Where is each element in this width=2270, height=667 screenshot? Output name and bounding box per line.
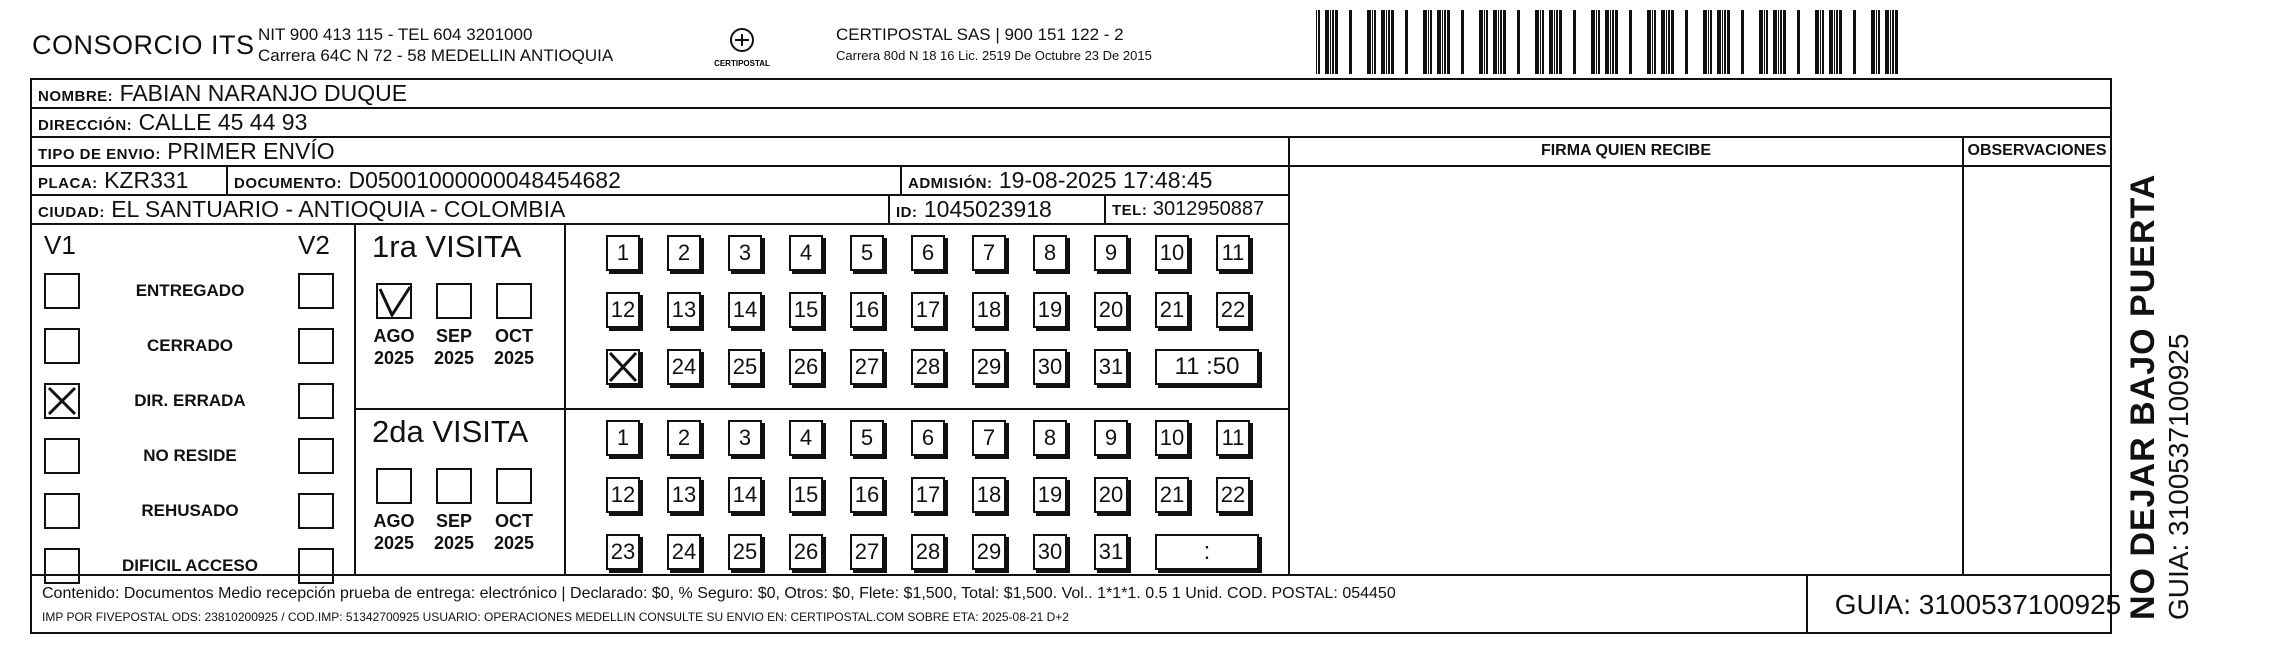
barcode-bar	[1895, 10, 1898, 74]
day-box[interactable]: 30	[1033, 349, 1067, 385]
day-box[interactable]: 9	[1094, 235, 1128, 271]
barcode-bar	[1542, 10, 1544, 74]
month-year: 2025	[433, 348, 475, 368]
day-box[interactable]: 29	[972, 534, 1006, 570]
status-option-label: REHUSADO	[141, 501, 239, 520]
day-box[interactable]: 6	[911, 420, 945, 456]
day-box[interactable]: 1	[606, 420, 640, 456]
v1-checkbox[interactable]	[44, 328, 80, 364]
row-nombre	[32, 80, 2110, 109]
day-box[interactable]: 16	[850, 292, 884, 328]
barcode-bar	[1372, 10, 1373, 74]
day-box[interactable]: 4	[789, 420, 823, 456]
tel-label: TEL:	[1112, 202, 1148, 219]
barcode-bar	[1652, 10, 1653, 74]
barcode-bar	[1437, 10, 1441, 74]
barcode-bar	[1766, 10, 1768, 74]
imp-text: IMP POR FIVEPOSTAL ODS: 23810200925 / COD.IMP: 51342700925 USUARIO: OPERACIONES MEDELLIN CONSULTE SU ENVIO EN: CERTIPOSTAL.COM SOBRE ETA: 2025-08-21 D+2	[42, 610, 1069, 624]
side-guia: GUIA: 3100537100925	[2163, 333, 2194, 620]
day-box[interactable]: 27	[850, 534, 884, 570]
day-box[interactable]: 26	[789, 534, 823, 570]
barcode-bar	[1386, 10, 1387, 74]
row-ciudad	[32, 196, 1288, 225]
day-box[interactable]: 19	[1033, 292, 1067, 328]
v2-label: V2	[298, 230, 330, 260]
barcode-bar	[1325, 10, 1329, 74]
barcode	[1316, 10, 1910, 74]
day-box[interactable]: 16	[850, 477, 884, 513]
ciudad-value: EL SANTUARIO - ANTIOQUIA - COLOMBIA	[111, 196, 566, 222]
barcode-bar	[1540, 10, 1541, 74]
barcode-bar	[1708, 10, 1709, 74]
barcode-bar	[1486, 10, 1488, 74]
barcode-bar	[1822, 10, 1824, 74]
observations-area[interactable]	[1966, 168, 2108, 574]
barcode-bar	[1444, 10, 1446, 74]
barcode-bar	[1503, 10, 1506, 74]
nombre-label: NOMBRE:	[38, 88, 114, 105]
day-box[interactable]: 13	[667, 477, 701, 513]
barcode-bar	[1391, 10, 1394, 74]
day-box[interactable]: 25	[728, 349, 762, 385]
visit-title: 2da VISITA	[372, 414, 529, 449]
admision-label: ADMISIÓN:	[908, 175, 993, 192]
barcode-bar	[1727, 10, 1730, 74]
month-checkbox[interactable]	[376, 468, 412, 504]
day-box[interactable]: 31	[1094, 534, 1128, 570]
company-info	[258, 24, 613, 66]
barcode-bar	[1554, 10, 1555, 74]
day-box[interactable]: 21	[1155, 292, 1189, 328]
month-name: SEP	[435, 511, 473, 531]
v2-checkbox[interactable]	[298, 493, 334, 529]
id-value: 1045023918	[923, 196, 1052, 222]
day-box[interactable]: 20	[1094, 292, 1128, 328]
day-box[interactable]: 5	[850, 420, 884, 456]
barcode-bar	[1556, 10, 1558, 74]
day-box[interactable]: 3	[728, 235, 762, 271]
month-checkbox[interactable]	[496, 468, 532, 504]
barcode-bar	[1535, 10, 1539, 74]
barcode-bar	[1668, 10, 1670, 74]
barcode-bar	[1839, 10, 1842, 74]
side-warning: NO DEJAR BAJO PUERTA	[2124, 173, 2162, 620]
barcode-bar	[1710, 10, 1712, 74]
barcode-bar	[1493, 10, 1497, 74]
day-box[interactable]: 24	[667, 349, 701, 385]
barcode-bar	[1815, 10, 1819, 74]
month-label	[424, 325, 484, 369]
day-box[interactable]	[606, 349, 640, 385]
tipo-value: PRIMER ENVÍO	[167, 138, 335, 164]
month-name: AGO	[373, 326, 415, 346]
barcode-bar	[1878, 10, 1880, 74]
placa-label: PLACA:	[38, 175, 98, 192]
barcode-bar	[1461, 10, 1464, 74]
time-box[interactable]: :	[1155, 534, 1259, 570]
month-checkbox[interactable]	[496, 283, 532, 319]
v2-checkbox[interactable]	[298, 383, 334, 419]
tel-value: 3012950887	[1152, 198, 1265, 220]
barcode-bar	[1836, 10, 1838, 74]
barcode-bar	[1318, 10, 1320, 74]
day-box[interactable]: 28	[911, 349, 945, 385]
day-box[interactable]: 9	[1094, 420, 1128, 456]
barcode-bar	[1724, 10, 1726, 74]
barcode-bar	[1647, 10, 1651, 74]
month-label	[424, 510, 484, 554]
barcode-bar	[1498, 10, 1499, 74]
documento-value: D05001000000048454682	[348, 167, 621, 193]
day-box[interactable]: 12	[606, 292, 640, 328]
day-box[interactable]: 8	[1033, 420, 1067, 456]
barcode-bar	[1853, 10, 1856, 74]
barcode-bar	[1615, 10, 1618, 74]
admision-value: 19-08-2025 17:48:45	[998, 167, 1213, 193]
cross-mark-icon	[608, 351, 638, 383]
barcode-bar	[1596, 10, 1597, 74]
v2-checkbox[interactable]	[298, 273, 334, 309]
check-x-icon	[46, 385, 78, 417]
day-box[interactable]: 2	[667, 235, 701, 271]
day-box[interactable]: 11	[1216, 235, 1250, 271]
month-checkbox[interactable]	[376, 283, 412, 319]
barcode-bar	[1405, 10, 1408, 74]
barcode-bar	[1890, 10, 1891, 74]
barcode-bar	[1717, 10, 1721, 74]
v1-checkbox[interactable]	[44, 438, 80, 474]
barcode-bar	[1654, 10, 1656, 74]
barcode-bar	[1703, 10, 1707, 74]
barcode-bar	[1783, 10, 1786, 74]
barcode-bar	[1661, 10, 1665, 74]
day-box[interactable]: 23	[606, 534, 640, 570]
month-year: 2025	[373, 348, 415, 368]
day-box[interactable]: 21	[1155, 477, 1189, 513]
row-direccion	[32, 109, 2110, 138]
direccion-label: DIRECCIÓN:	[38, 117, 133, 134]
day-box[interactable]: 4	[789, 235, 823, 271]
barcode-bar	[1671, 10, 1674, 74]
day-box[interactable]: 30	[1033, 534, 1067, 570]
day-box[interactable]: 14	[728, 477, 762, 513]
barcode-bar	[1447, 10, 1450, 74]
month-checkbox[interactable]	[436, 283, 472, 319]
barcode-bar	[1388, 10, 1390, 74]
day-box[interactable]: 18	[972, 477, 1006, 513]
barcode-bar	[1374, 10, 1376, 74]
v2-checkbox[interactable]	[298, 328, 334, 364]
month-label	[364, 510, 424, 554]
day-box[interactable]: 29	[972, 349, 1006, 385]
barcode-bar	[1423, 10, 1427, 74]
logo-text: CERTIPOSTAL	[714, 59, 770, 68]
day-box[interactable]: 27	[850, 349, 884, 385]
company-name: CONSORCIO ITS	[32, 30, 255, 60]
barcode-bar	[1829, 10, 1833, 74]
observaciones-header: OBSERVACIONES	[1967, 142, 2107, 159]
barcode-bar	[1610, 10, 1611, 74]
barcode-bar	[1834, 10, 1835, 74]
month-name: OCT	[495, 326, 533, 346]
day-box[interactable]: 10	[1155, 420, 1189, 456]
day-box[interactable]: 24	[667, 534, 701, 570]
barcode-bar	[1549, 10, 1553, 74]
barcode-bar	[1629, 10, 1632, 74]
ciudad-label: CIUDAD:	[38, 204, 105, 221]
day-box[interactable]: 10	[1155, 235, 1189, 271]
day-box[interactable]: 5	[850, 235, 884, 271]
barcode-bar	[1780, 10, 1782, 74]
month-name: OCT	[495, 511, 533, 531]
barcode-bar	[1573, 10, 1576, 74]
barcode-bar	[1722, 10, 1723, 74]
barcode-bar	[1885, 10, 1889, 74]
tipo-label: TIPO DE ENVIO:	[38, 146, 161, 163]
barcode-bar	[1335, 10, 1338, 74]
month-year: 2025	[493, 348, 535, 368]
barcode-bar	[1479, 10, 1483, 74]
status-option-label: NO RESIDE	[143, 446, 237, 465]
row-placa	[32, 167, 1288, 196]
day-box[interactable]: 8	[1033, 235, 1067, 271]
check-mark-icon	[378, 285, 412, 319]
barcode-bar	[1605, 10, 1609, 74]
barcode-bar	[1612, 10, 1614, 74]
v1-checkbox[interactable]	[44, 548, 80, 584]
nit-line: NIT 900 413 115 - TEL 604 3201000	[258, 25, 533, 44]
v2-checkbox[interactable]	[298, 548, 334, 584]
placa-value: KZR331	[104, 167, 189, 193]
barcode-bar	[1484, 10, 1485, 74]
day-box[interactable]: 7	[972, 235, 1006, 271]
month-label	[364, 325, 424, 369]
month-name: AGO	[373, 511, 415, 531]
barcode-bar	[1820, 10, 1821, 74]
barcode-bar	[1764, 10, 1765, 74]
day-box[interactable]: 11	[1216, 420, 1250, 456]
month-checkbox[interactable]	[436, 468, 472, 504]
barcode-bar	[1685, 10, 1688, 74]
company-address: Carrera 64C N 72 - 58 MEDELLIN ANTIOQUIA	[258, 46, 614, 65]
barcode-bar	[1598, 10, 1600, 74]
day-box[interactable]: 17	[911, 477, 945, 513]
barcode-bar	[1316, 10, 1317, 74]
barcode-bar	[1442, 10, 1443, 74]
barcode-bar	[1332, 10, 1334, 74]
firma-header: FIRMA QUIEN RECIBE	[1540, 142, 1712, 159]
row-tipo	[32, 138, 1288, 167]
day-box[interactable]: 22	[1216, 292, 1250, 328]
day-box[interactable]: 26	[789, 349, 823, 385]
barcode-bar	[1381, 10, 1385, 74]
day-box[interactable]: 25	[728, 534, 762, 570]
day-box[interactable]: 15	[789, 477, 823, 513]
day-box[interactable]: 17	[911, 292, 945, 328]
barcode-bar	[1778, 10, 1779, 74]
day-box[interactable]: 20	[1094, 477, 1128, 513]
barcode-bar	[1428, 10, 1429, 74]
guia-number: GUIA: 3100537100925	[1806, 576, 2148, 634]
barcode-bar	[1430, 10, 1432, 74]
barcode-bar	[1797, 10, 1800, 74]
day-box[interactable]: 18	[972, 292, 1006, 328]
day-box[interactable]: 3	[728, 420, 762, 456]
day-box[interactable]: 15	[789, 292, 823, 328]
month-label	[484, 325, 544, 369]
time-box[interactable]: 11 :50	[1155, 349, 1259, 385]
day-box[interactable]: 19	[1033, 477, 1067, 513]
day-box[interactable]: 28	[911, 534, 945, 570]
side-label	[2124, 174, 2195, 620]
barcode-bar	[1367, 10, 1371, 74]
day-box[interactable]: 13	[667, 292, 701, 328]
day-box[interactable]: 1	[606, 235, 640, 271]
day-box[interactable]: 31	[1094, 349, 1128, 385]
month-year: 2025	[373, 533, 415, 553]
v1-label: V1	[44, 230, 76, 260]
status-option-label: DIR. ERRADA	[134, 391, 246, 410]
month-label	[484, 510, 544, 554]
day-box[interactable]: 12	[606, 477, 640, 513]
day-box[interactable]: 22	[1216, 477, 1250, 513]
id-label: ID:	[896, 204, 918, 221]
month-year: 2025	[433, 533, 475, 553]
direccion-value: CALLE 45 44 93	[138, 109, 308, 135]
barcode-bar	[1591, 10, 1595, 74]
certipostal-logo	[712, 24, 772, 70]
signature-area[interactable]	[1292, 228, 1960, 574]
barcode-bar	[1892, 10, 1894, 74]
v2-checkbox[interactable]	[298, 438, 334, 474]
barcode-bar	[1741, 10, 1744, 74]
day-box[interactable]: 14	[728, 292, 762, 328]
documento-label: DOCUMENTO:	[234, 175, 343, 192]
carrier-line: CERTIPOSTAL SAS | 900 151 122 - 2	[836, 25, 1124, 44]
v1-checkbox[interactable]	[44, 273, 80, 309]
status-option-label: CERRADO	[147, 336, 233, 355]
barcode-bar	[1666, 10, 1667, 74]
barcode-bar	[1871, 10, 1875, 74]
visit-title: 1ra VISITA	[372, 229, 522, 264]
delivery-form	[30, 78, 2122, 634]
day-box[interactable]: 2	[667, 420, 701, 456]
month-name: SEP	[435, 326, 473, 346]
barcode-bar	[1500, 10, 1502, 74]
v1-checkbox[interactable]	[44, 493, 80, 529]
barcode-bar	[1759, 10, 1763, 74]
day-box[interactable]: 6	[911, 235, 945, 271]
status-option-label: ENTREGADO	[135, 281, 245, 300]
carrier-address: Carrera 80d N 18 16 Lic. 2519 De Octubre 23 De 2015	[836, 48, 1152, 63]
carrier-info	[836, 24, 1152, 66]
barcode-bar	[1517, 10, 1520, 74]
v1-checkbox[interactable]	[44, 383, 80, 419]
status-option-label: DIFICIL ACCESO	[121, 556, 258, 575]
nombre-value: FABIAN NARANJO DUQUE	[119, 80, 408, 106]
barcode-bar	[1876, 10, 1877, 74]
contenido-text: Contenido: Documentos Medio recepción prueba de entrega: electrónico | Declarado: $0, % Seguro: $0, Otros: $0, Flete: $1,500, Total: $1,500. Vol.. 1*1*1. 0.5 1 Unid. COD. POSTAL: 054450	[42, 585, 1396, 602]
day-box[interactable]: 7	[972, 420, 1006, 456]
month-year: 2025	[493, 533, 535, 553]
barcode-bar	[1773, 10, 1777, 74]
barcode-bar	[1349, 10, 1352, 74]
barcode-bar	[1330, 10, 1331, 74]
barcode-bar	[1559, 10, 1562, 74]
